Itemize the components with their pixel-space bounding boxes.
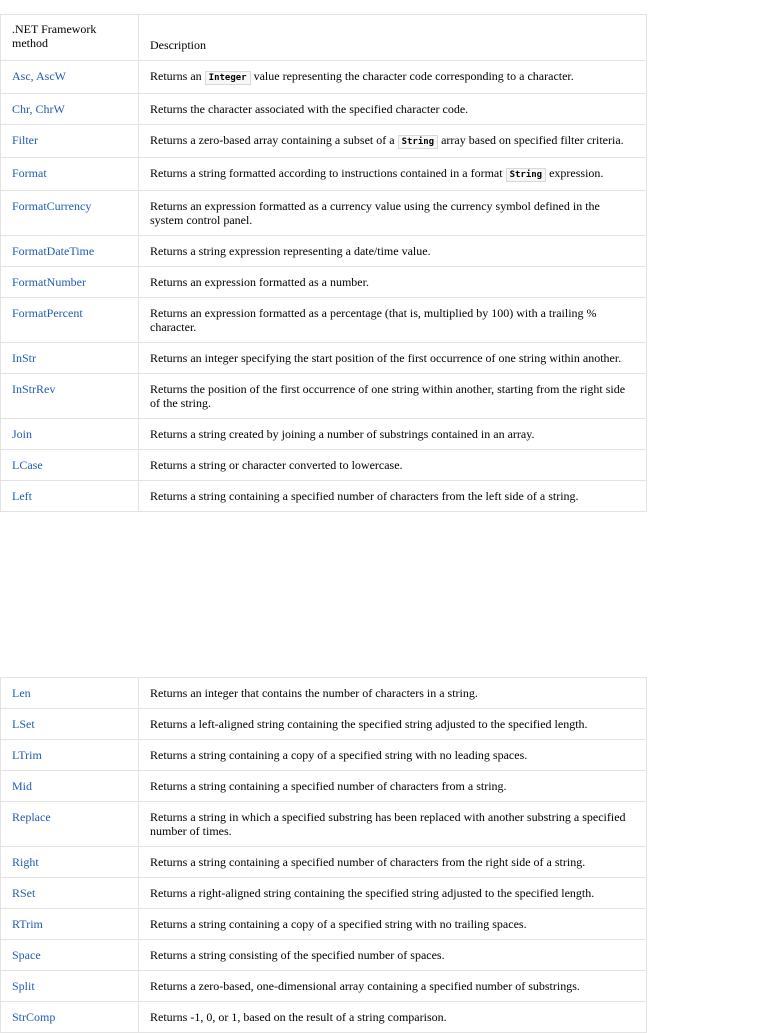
description-text: value representing the character code corresponding to a character.: [250, 69, 574, 83]
table-header-row: [1, 15, 647, 61]
description-cell: [139, 298, 647, 343]
table-row: [1, 191, 647, 236]
header-method-label: .NET Framework method: [12, 22, 97, 50]
method-link[interactable]: Split: [12, 979, 35, 993]
description-cell: [139, 236, 647, 267]
method-link[interactable]: Asc, AscW: [12, 69, 66, 83]
description-cell: [139, 158, 647, 191]
table-row: [1, 709, 647, 740]
description-cell: [139, 267, 647, 298]
description-cell: [139, 909, 647, 940]
description-text: Returns a left-aligned string containing the specified string adjusted to the specified length.: [150, 717, 588, 731]
description-text: Returns the position of the first occurrence of one string within another, starting from the right side of the string.: [150, 382, 626, 410]
description-text: Returns a string created by joining a number of substrings contained in an array.: [150, 427, 535, 441]
description-cell: [139, 802, 647, 847]
method-link[interactable]: Mid: [12, 779, 33, 793]
description-text: array based on specified filter criteria.: [438, 133, 624, 147]
method-link[interactable]: FormatDateTime: [12, 244, 95, 258]
description-text: Returns the character associated with the specified character code.: [150, 102, 469, 116]
table-row: [1, 343, 647, 374]
method-link[interactable]: FormatPercent: [12, 306, 83, 320]
description-text: Returns a string containing a specified number of characters from the right side of a string.: [150, 855, 586, 869]
description-cell: [139, 481, 647, 512]
method-link[interactable]: RTrim: [12, 917, 43, 931]
description-cell: [139, 971, 647, 1002]
description-text: Returns a right-aligned string containing the specified string adjusted to the specified length.: [150, 886, 595, 900]
inline-code: String: [398, 135, 439, 149]
description-text: Returns a string in which a specified substring has been replaced with another substring a specified number of times.: [150, 810, 626, 838]
description-text: Returns a string consisting of the specified number of spaces.: [150, 948, 445, 962]
method-link[interactable]: FormatNumber: [12, 275, 86, 289]
method-link[interactable]: Format: [12, 166, 47, 180]
table-row: [1, 878, 647, 909]
description-cell: [139, 94, 647, 125]
description-text: Returns a string containing a specified number of characters from the left side of a string.: [150, 489, 579, 503]
table-row: [1, 971, 647, 1002]
description-text: Returns a string containing a copy of a specified string with no leading spaces.: [150, 748, 528, 762]
description-text: Returns an integer that contains the number of characters in a string.: [150, 686, 478, 700]
table-row: [1, 94, 647, 125]
table-row: [1, 940, 647, 971]
header-description-label: Description: [150, 38, 206, 52]
description-cell: [139, 450, 647, 481]
description-cell: [139, 678, 647, 709]
description-text: Returns a string expression representing a date/time value.: [150, 244, 431, 258]
table-row: [1, 847, 647, 878]
description-text: Returns an integer specifying the start position of the first occurrence of one string within another.: [150, 351, 622, 365]
method-link[interactable]: InStr: [12, 351, 36, 365]
description-text: Returns a zero-based, one-dimensional array containing a specified number of substrings.: [150, 979, 580, 993]
inline-code: String: [506, 168, 547, 182]
description-cell: [139, 125, 647, 158]
description-text: Returns an expression formatted as a currency value using the currency symbol defined in the system control panel.: [150, 199, 600, 227]
description-text: Returns a string formatted according to instructions contained in a format: [150, 166, 506, 180]
method-link[interactable]: Right: [12, 855, 39, 869]
method-link[interactable]: InStrRev: [12, 382, 56, 396]
method-link[interactable]: LTrim: [12, 748, 42, 762]
header-description-cell: [139, 15, 647, 61]
header-method-cell: [1, 15, 139, 61]
table-row: [1, 374, 647, 419]
table-row: [1, 740, 647, 771]
table-row: [1, 1002, 647, 1033]
table-row: [1, 802, 647, 847]
description-cell: [139, 740, 647, 771]
table-row: [1, 771, 647, 802]
method-link[interactable]: LSet: [12, 717, 35, 731]
table-row: [1, 481, 647, 512]
table-row: [1, 450, 647, 481]
method-link[interactable]: FormatCurrency: [12, 199, 92, 213]
description-text: Returns a string containing a specified number of characters from a string.: [150, 779, 507, 793]
method-link[interactable]: Join: [12, 427, 33, 441]
method-link[interactable]: Left: [12, 489, 32, 503]
description-cell: [139, 940, 647, 971]
method-link[interactable]: LCase: [12, 458, 43, 472]
description-text: Returns an expression formatted as a number.: [150, 275, 369, 289]
table-row: [1, 419, 647, 450]
description-text: Returns a string containing a copy of a specified string with no trailing spaces.: [150, 917, 527, 931]
table-row: [1, 298, 647, 343]
description-text: Returns an expression formatted as a percentage (that is, multiplied by 100) with a trailing % character.: [150, 306, 597, 334]
table-row: [1, 236, 647, 267]
description-text: expression.: [546, 166, 604, 180]
description-cell: [139, 878, 647, 909]
description-cell: [139, 709, 647, 740]
description-cell: [139, 374, 647, 419]
description-text: Returns -1, 0, or 1, based on the result of a string comparison.: [150, 1010, 447, 1024]
method-link[interactable]: Filter: [12, 133, 38, 147]
inline-code: Integer: [205, 71, 251, 85]
description-cell: [139, 1002, 647, 1033]
methods-table-part-1: [0, 14, 647, 512]
description-text: Returns a zero-based array containing a subset of a: [150, 133, 398, 147]
description-cell: [139, 191, 647, 236]
description-cell: [139, 419, 647, 450]
methods-table-part-2: [0, 677, 647, 1033]
table-row: [1, 61, 647, 94]
table-row: [1, 678, 647, 709]
description-cell: [139, 61, 647, 94]
table-row: [1, 909, 647, 940]
table-row: [1, 125, 647, 158]
method-link[interactable]: RSet: [12, 886, 36, 900]
description-cell: [139, 847, 647, 878]
method-link[interactable]: Len: [12, 686, 31, 700]
description-text: Returns a string or character converted to lowercase.: [150, 458, 403, 472]
method-link[interactable]: Replace: [12, 810, 51, 824]
method-link[interactable]: Space: [12, 948, 41, 962]
table-row: [1, 158, 647, 191]
description-text: Returns an: [150, 69, 205, 83]
method-link[interactable]: Chr, ChrW: [12, 102, 65, 116]
table-row: [1, 267, 647, 298]
description-cell: [139, 771, 647, 802]
description-cell: [139, 343, 647, 374]
method-link[interactable]: StrComp: [12, 1010, 56, 1024]
